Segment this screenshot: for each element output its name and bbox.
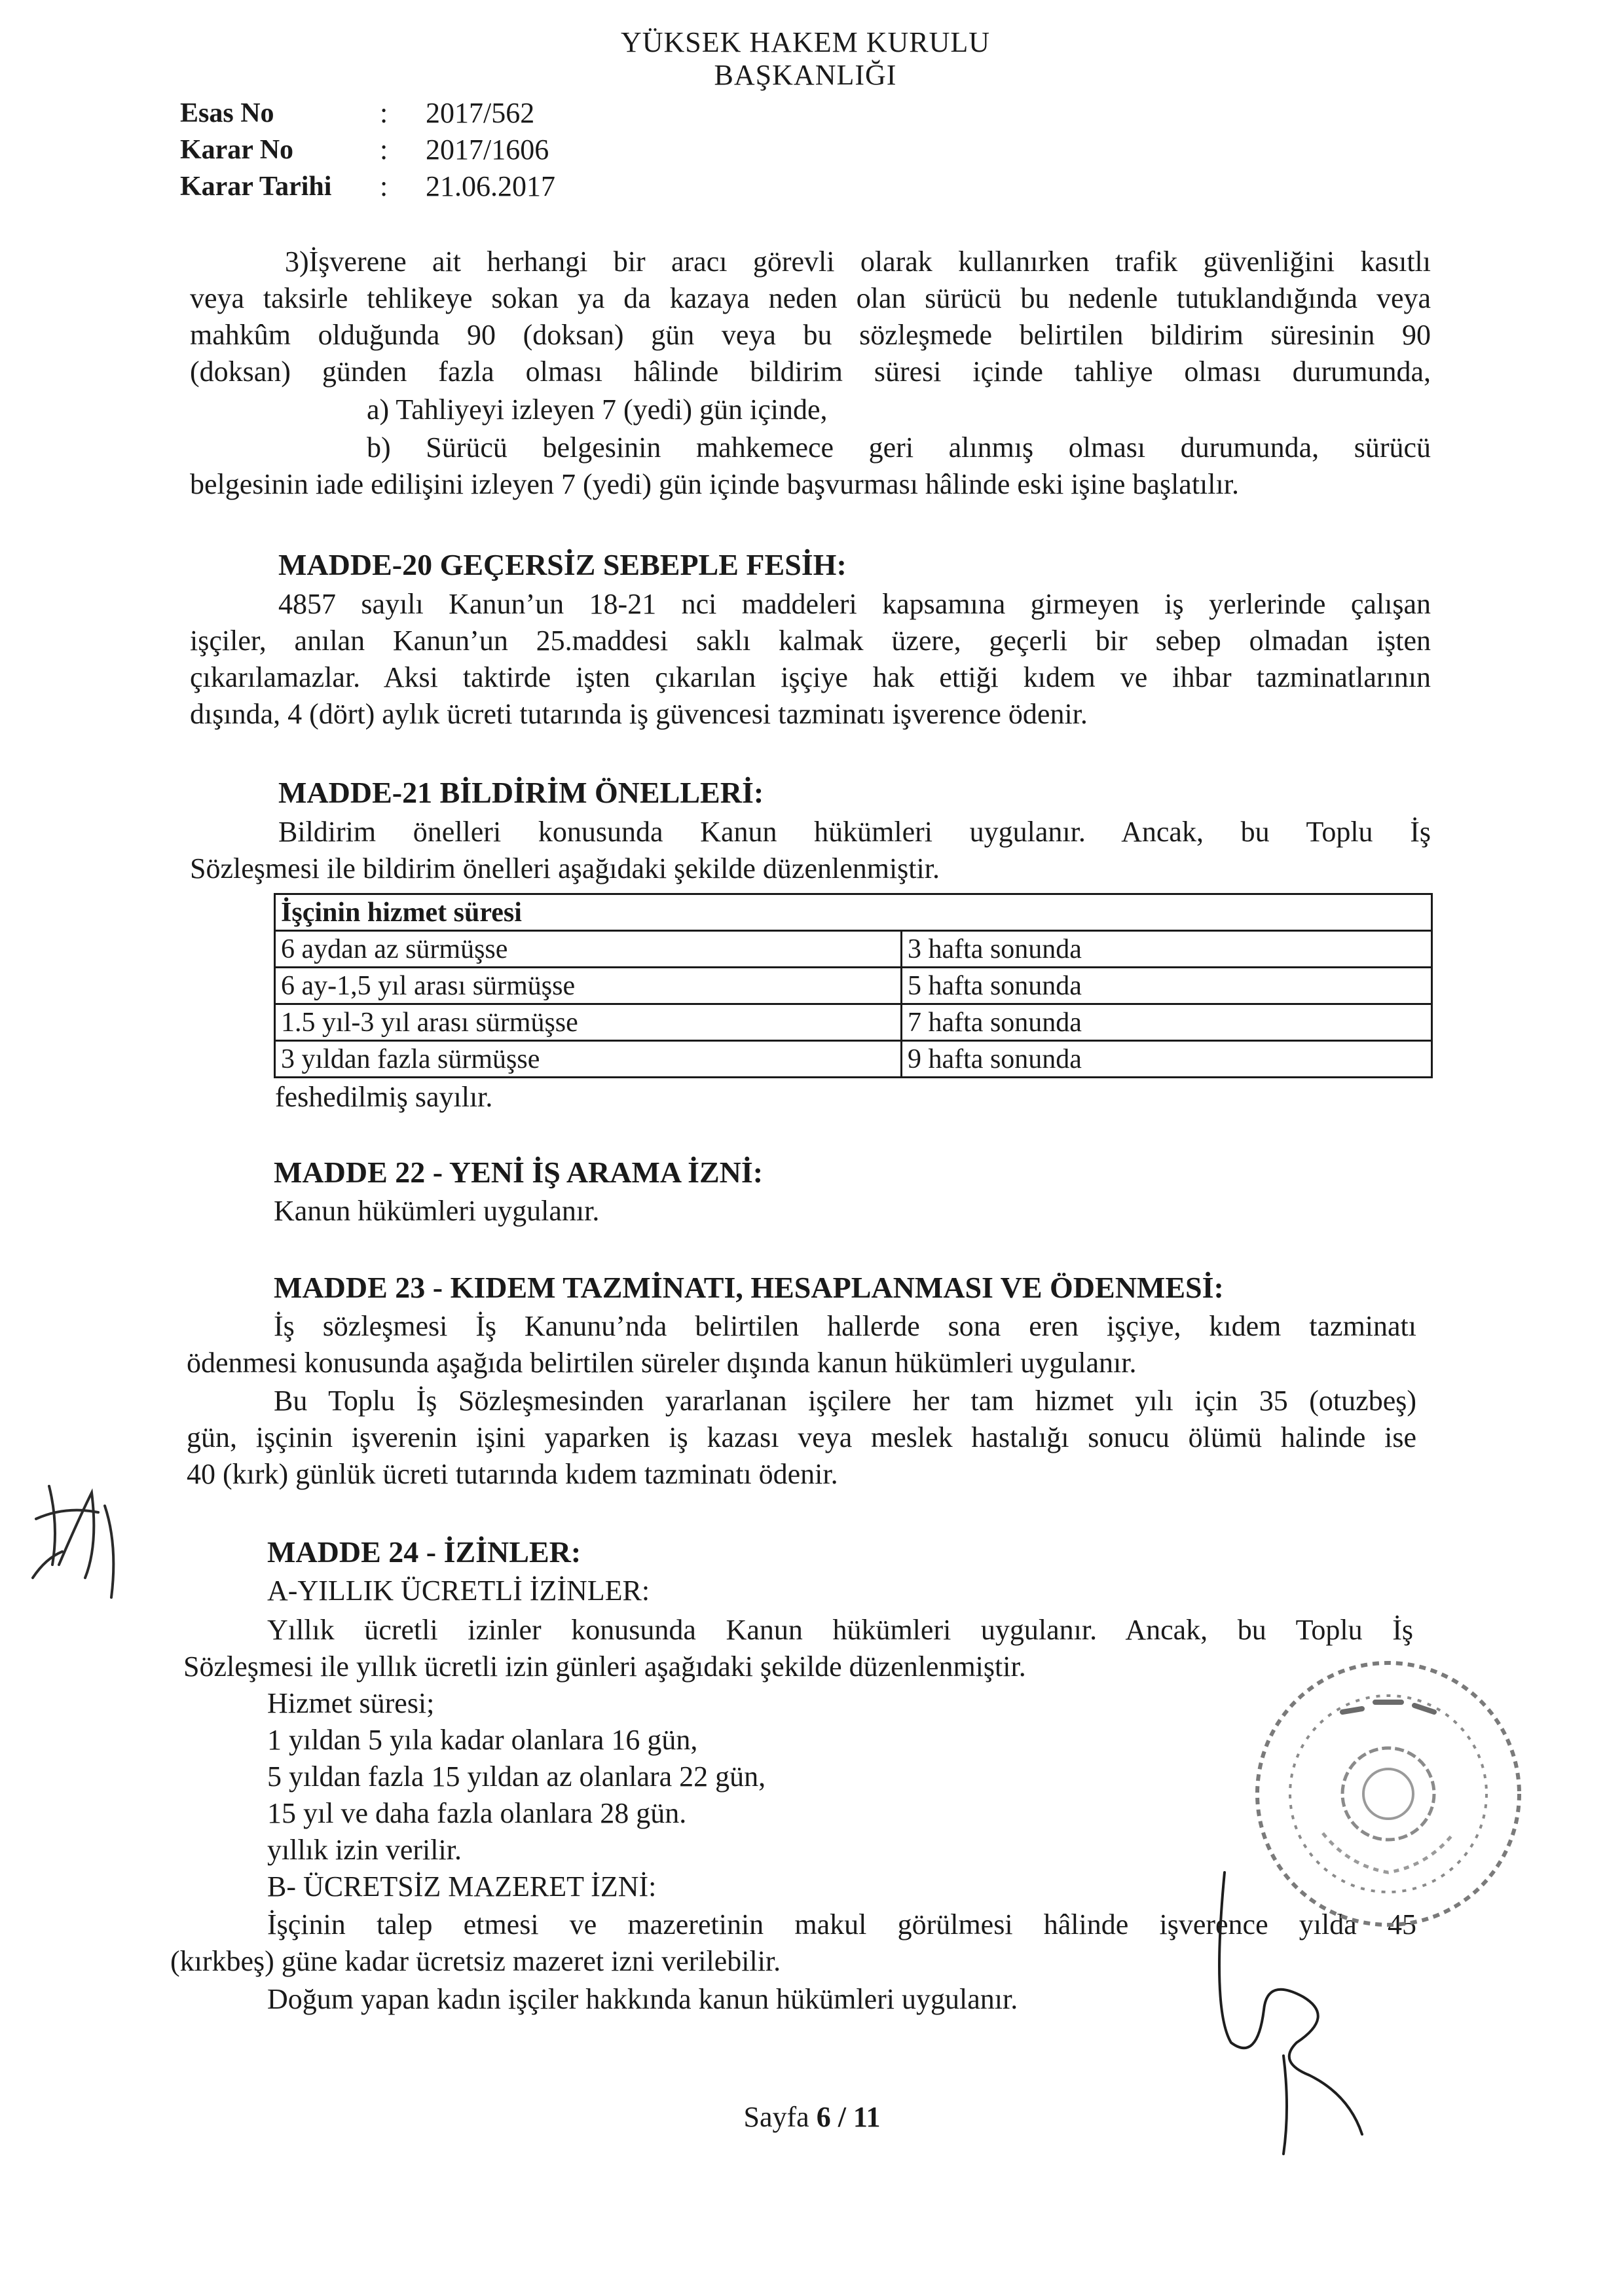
institution-line1: YÜKSEK HAKEM KURULU [620, 26, 991, 58]
table-header-row [275, 894, 1432, 931]
madde23-line: 40 (kırk) günlük ücreti tutarında kıdem tazminatı ödenir. [187, 1458, 838, 1490]
madde22-heading: MADDE 22 - YENİ İŞ ARAMA İZNİ: [274, 1156, 764, 1189]
madde24-sub-b: B- ÜCRETSİZ MAZERET İZNİ: [267, 1870, 657, 1903]
table-row [275, 931, 1432, 968]
intro-line: (doksan) günden fazla olması hâlinde bildirim süresi içinde tahliye olması durumunda, [190, 355, 1431, 388]
service-duration-cell: 1.5 yıl-3 yıl arası sürmüşse [275, 1004, 902, 1041]
table-header-cell: İşçinin hizmet süresi [275, 894, 1432, 931]
madde21-heading: MADDE-21 BİLDİRİM ÖNELLERİ: [278, 776, 764, 809]
madde20-line: işçiler, anılan Kanun’un 25.maddesi saklı kalmak üzere, geçerli bir sebep olmadan işten [190, 625, 1431, 657]
madde22-text: Kanun hükümleri uygulanır. [274, 1195, 600, 1227]
madde24-line: (kırkbeş) güne kadar ücretsiz mazeret izni verilebilir. [170, 1945, 781, 1977]
service-label: Hizmet süresi; [267, 1687, 435, 1719]
madde20-line: dışında, 4 (dört) aylık ücreti tutarında iş güvencesi tazminatı işverence ödenir. [190, 698, 1088, 730]
madde23-line: ödenmesi konusunda aşağıda belirtilen süreler dışında kanun hükümleri uygulanır. [187, 1347, 1137, 1379]
table-row [275, 1041, 1432, 1078]
institution-name [544, 26, 1067, 92]
service-item: 1 yıldan 5 yıla kadar olanlara 16 gün, [267, 1724, 698, 1756]
decision-date-label: Karar Tarihi [180, 172, 332, 202]
madde23-heading: MADDE 23 - KIDEM TAZMİNATI, HESAPLANMASI VE ÖDENMESİ: [274, 1271, 1224, 1304]
page-label: Sayfa [743, 2101, 809, 2133]
decision-number-value: 2017/1606 [426, 134, 549, 166]
intro-item-b: b) Sürücü belgesinin mahkemece geri alınmış olması durumunda, sürücü [367, 431, 1431, 464]
madde24-line: Sözleşmesi ile yıllık ücretli izin günleri aşağıdaki şekilde düzenlenmiştir. [183, 1650, 1026, 1683]
madde24-line: İşçinin talep etmesi ve mazeretinin makul görülmesi hâlinde işverence yılda 45 [267, 1908, 1416, 1941]
notice-period-cell: 9 hafta sonunda [902, 1041, 1432, 1078]
madde21-line: Sözleşmesi ile bildirim önelleri aşağıdaki şekilde düzenlenmiştir. [190, 852, 940, 884]
madde23-line: Bu Toplu İş Sözleşmesinden yararlanan işçilere her tam hizmet yılı için 35 (otuzbeş) [274, 1385, 1416, 1417]
notice-period-cell: 7 hafta sonunda [902, 1004, 1432, 1041]
notice-period-cell: 3 hafta sonunda [902, 931, 1432, 968]
table-row [275, 968, 1432, 1004]
madde24-line: Doğum yapan kadın işçiler hakkında kanun hükümleri uygulanır. [267, 1983, 1018, 2015]
intro-item-a: a) Tahliyeyi izleyen 7 (yedi) gün içinde, [367, 393, 828, 426]
page-total: 11 [853, 2101, 881, 2133]
madde24-line: Yıllık ücretli izinler konusunda Kanun hükümleri uygulanır. Ancak, bu Toplu İş [267, 1614, 1413, 1646]
madde24-heading: MADDE 24 - İZİNLER: [267, 1535, 581, 1569]
service-item: 15 yıl ve daha fazla olanlara 28 gün. [267, 1797, 687, 1829]
madde21-after-table: feshedilmiş sayılır. [275, 1081, 493, 1113]
colon: : [380, 170, 388, 202]
madde23-line: gün, işçinin işverenin işini yaparken iş kazası veya meslek hastalığı sonucu ölümü halinde ise [187, 1421, 1416, 1453]
intro-item-b-cont: belgesinin iade edilişini izleyen 7 (yedi) gün içinde başvurması hâlinde eski işine başlatılır. [190, 468, 1239, 500]
institution-line2: BAŞKANLIĞI [714, 59, 897, 91]
notice-period-table [274, 893, 1433, 1078]
page-separator: / [838, 2101, 846, 2133]
handwritten-signature [1205, 1846, 1401, 2160]
madde21-line: Bildirim önelleri konusunda Kanun hükümleri uygulanır. Ancak, bu Toplu İş [278, 816, 1431, 848]
madde24-sub-a: A-YILLIK ÜCRETLİ İZİNLER: [267, 1575, 650, 1607]
table-row [275, 1004, 1432, 1041]
service-duration-cell: 6 aydan az sürmüşse [275, 931, 902, 968]
handwritten-initials-left [20, 1467, 138, 1630]
intro-line: mahkûm olduğunda 90 (doksan) gün veya bu sözleşmede belirtilen bildirim süresinin 90 [190, 319, 1431, 351]
decision-number-label: Karar No [180, 135, 294, 165]
colon: : [380, 97, 388, 129]
service-item: 5 yıldan fazla 15 yıldan az olanlara 22 gün, [267, 1760, 766, 1793]
madde20-heading: MADDE-20 GEÇERSİZ SEBEPLE FESİH: [278, 548, 847, 581]
service-end: yıllık izin verilir. [267, 1834, 462, 1866]
service-duration-cell: 3 yıldan fazla sürmüşse [275, 1041, 902, 1078]
service-duration-cell: 6 ay-1,5 yıl arası sürmüşse [275, 968, 902, 1004]
decision-date-value: 21.06.2017 [426, 170, 555, 202]
madde20-line: çıkarılamazlar. Aksi taktirde işten çıkarılan işçiye hak ettiği kıdem ve ihbar tazminatlarının [190, 661, 1431, 693]
page-current: 6 [816, 2101, 831, 2133]
case-number-label: Esas No [180, 98, 274, 128]
madde20-line: 4857 sayılı Kanun’un 18-21 nci maddeleri kapsamına girmeyen iş yerlerinde çalışan [278, 588, 1431, 620]
case-number-value: 2017/562 [426, 97, 535, 129]
madde23-line: İş sözleşmesi İş Kanunu’nda belirtilen hallerde sona eren işçiye, kıdem tazminatı [274, 1310, 1416, 1342]
colon: : [380, 134, 388, 166]
intro-line: 3)İşverene ait herhangi bir aracı görevli olarak kullanırken trafik güvenliğini kasıtlı [285, 246, 1431, 278]
notice-period-cell: 5 hafta sonunda [902, 968, 1432, 1004]
intro-line: veya taksirle tehlikeye sokan ya da kazaya neden olan sürücü bu nedenle tutuklandığında veya [190, 282, 1431, 314]
